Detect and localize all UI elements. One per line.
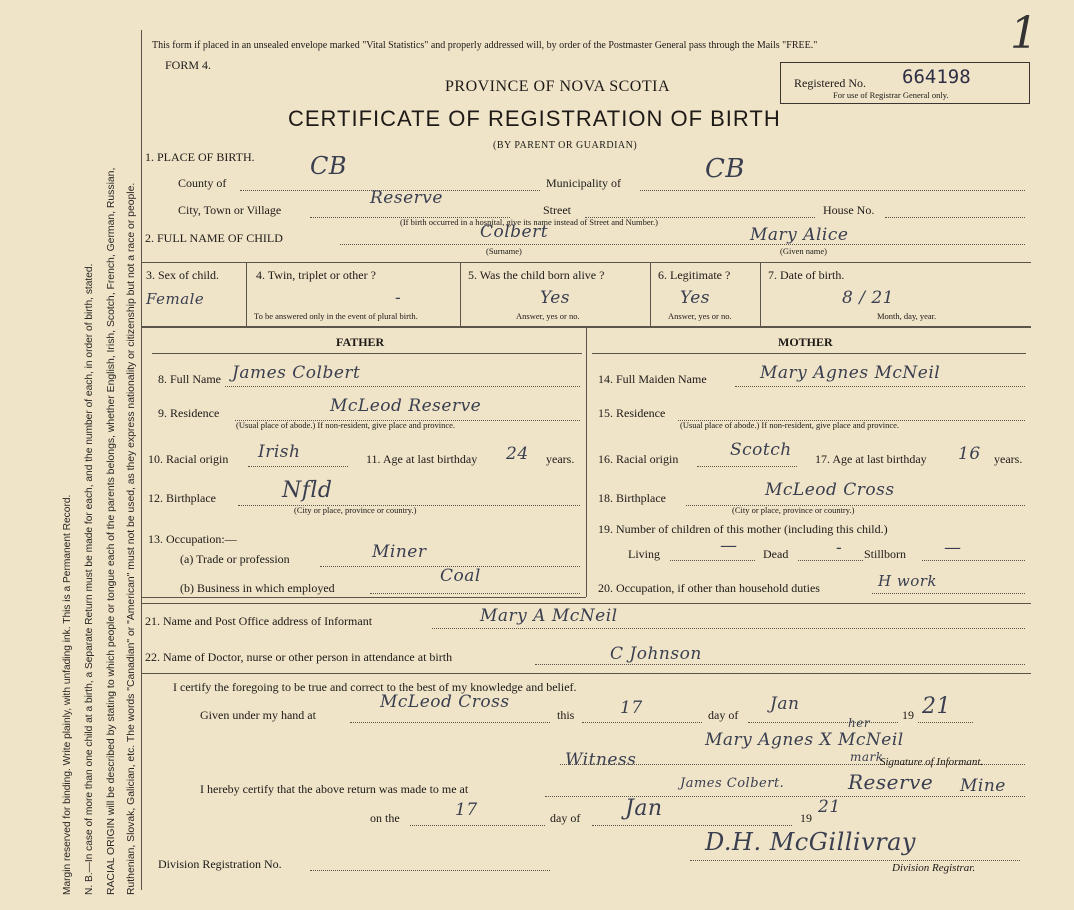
margin-note-1: Margin reserved for binding. Write plainly, with unfading ink. This is a Permanent Record. (62, 494, 73, 895)
father-age-label: 11. Age at last birthday (366, 452, 478, 466)
twin-note: To be answered only in the event of plural birth. (254, 311, 418, 321)
city-value: Reserve (370, 188, 443, 208)
her-mark-word: her (848, 716, 871, 730)
sex-label: 3. Sex of child. (146, 268, 219, 282)
father-heading: FATHER (336, 335, 385, 349)
sex-value: Female (146, 290, 205, 308)
corner-mark: 1 (1010, 8, 1039, 59)
registrar-signature: D.H. McGillivray (705, 828, 916, 856)
mother-children-label: 19. Number of children of this mother (including this child.) (598, 522, 888, 536)
informant-label: 21. Name and Post Office address of Informant (145, 614, 373, 628)
mother-heading: MOTHER (778, 335, 833, 349)
mother-name-label: 14. Full Maiden Name (598, 372, 707, 386)
registrar-day-value: 17 (455, 800, 478, 820)
legitimate-note: Answer, yes or no. (668, 311, 732, 321)
mother-birthplace-note: (City or place, province or country.) (732, 505, 855, 515)
registrar-certify-text: I hereby certify that the above return was made to me at (200, 782, 469, 796)
registrar-day-of-label: day of (550, 811, 581, 825)
day-of-label: day of (708, 708, 739, 722)
father-birthplace-value: Nfld (282, 478, 333, 503)
form-number: FORM 4. (165, 58, 212, 72)
mother-race-value: Scotch (730, 440, 792, 460)
father-birthplace-label: 12. Birthplace (148, 491, 216, 505)
street-label: Street (543, 203, 571, 217)
born-alive-value: Yes (540, 288, 571, 308)
mail-notice: This form if placed in an unsealed envelope marked "Vital Statistics" and properly addressed will, by order of the Postmaster General pass through the Mails "FREE." (152, 40, 818, 51)
mother-name-value: Mary Agnes McNeil (760, 363, 941, 383)
informant-value: Mary A McNeil (480, 606, 618, 626)
mother-age-label: 17. Age at last birthday (815, 452, 927, 466)
witness-name: James Colbert. (680, 776, 785, 791)
place-of-birth-mark: CB (310, 152, 347, 180)
mother-occupation-label: 20. Occupation, if other than household duties (598, 581, 820, 595)
certificate-subtitle: (BY PARENT OR GUARDIAN) (493, 140, 638, 151)
twin-label: 4. Twin, triplet or other ? (256, 268, 376, 282)
informant-signature: Mary Agnes X McNeil (705, 730, 904, 750)
margin-note-2: N. B.—In case of more than one child at a birth, a Separate Return must be made for each, and the number of each, in order of birth, stated. (84, 263, 95, 895)
signature-of-informant-label: Signature of Informant. (880, 756, 984, 768)
on-the-label: on the (370, 811, 400, 825)
registered-label: Registered No. (794, 76, 866, 90)
father-race-label: 10. Racial origin (148, 452, 229, 466)
father-residence-label: 9. Residence (158, 406, 220, 420)
margin-note-4: Ruthenian, Slovak, Galician, etc. The words "Canadian" or "American" must not be used, as they express nationality or citizenship but not a race or people. (126, 182, 137, 895)
living-label: Living (628, 547, 660, 561)
dead-label: Dead (763, 547, 789, 561)
stillborn-value: — (944, 538, 962, 558)
margin-rule (141, 30, 142, 890)
registrar-year-prefix: 19 (800, 811, 812, 825)
mother-age-value: 16 (958, 444, 981, 464)
father-name-label: 8. Full Name (158, 372, 221, 386)
mine-word: Mine (960, 776, 1006, 796)
father-residence-value: McLeod Reserve (330, 396, 482, 416)
child-given-name: Mary Alice (750, 225, 849, 245)
division-reg-no-label: Division Registration No. (158, 857, 282, 871)
date-of-birth-label: 7. Date of birth. (768, 268, 845, 282)
father-age-value: 24 (506, 444, 529, 464)
reserve-word: Reserve (848, 770, 934, 794)
county-label: County of (178, 176, 227, 190)
registered-number: 664198 (902, 66, 971, 88)
father-occupation-label: 13. Occupation:— (148, 532, 237, 546)
child-surname: Colbert (480, 222, 549, 242)
legitimate-label: 6. Legitimate ? (658, 268, 731, 282)
mother-residence-label: 15. Residence (598, 406, 666, 420)
certify-text: I certify the foregoing to be true and correct to the best of my knowledge and belief. (173, 680, 577, 694)
municipality-value: CB (705, 154, 745, 184)
house-no-label: House No. (823, 203, 875, 217)
father-name-value: James Colbert (232, 363, 361, 383)
father-business-value: Coal (440, 566, 481, 586)
stillborn-label: Stillborn (864, 547, 907, 561)
mother-occupation-value: H work (878, 572, 937, 590)
born-alive-note: Answer, yes or no. (516, 311, 580, 321)
place-of-birth-label: 1. PLACE OF BIRTH. (145, 150, 255, 164)
given-place-value: McLeod Cross (380, 692, 510, 712)
hospital-note: (If birth occurred in a hospital, give its name instead of Street and Number.) (400, 217, 658, 227)
margin-note-3: RACIAL ORIGIN will be described by stating to which people or tongue each of the parents belongs, whether English, Irish, Scotch, French, German, Russian, (106, 167, 117, 895)
mother-birthplace-label: 18. Birthplace (598, 491, 666, 505)
surname-caption: (Surname) (486, 246, 522, 256)
date-of-birth-value: 8 / 21 (842, 288, 894, 308)
doctor-label: 22. Name of Doctor, nurse or other person in attendance at birth (145, 650, 453, 664)
father-trade-label: (a) Trade or profession (180, 552, 290, 566)
father-business-label: (b) Business in which employed (180, 581, 335, 595)
city-label: City, Town or Village (178, 203, 282, 217)
mother-years-label: years. (994, 452, 1023, 466)
this-label: this (557, 708, 575, 722)
month-value: Jan (770, 694, 800, 714)
given-name-caption: (Given name) (780, 246, 827, 256)
province-title: PROVINCE OF NOVA SCOTIA (445, 78, 671, 95)
child-name-label: 2. FULL NAME OF CHILD (145, 231, 283, 245)
given-under-label: Given under my hand at (200, 708, 316, 722)
father-trade-value: Miner (372, 542, 427, 562)
year-value: 21 (922, 694, 951, 719)
mark-word: mark (850, 750, 884, 764)
registrar-note: For use of Registrar General only. (833, 90, 949, 100)
year-prefix: 19 (902, 708, 914, 722)
father-race-value: Irish (258, 442, 301, 462)
mother-birthplace-value: McLeod Cross (765, 480, 895, 500)
father-residence-note: (Usual place of abode.) If non-resident, give place and province. (236, 420, 456, 430)
dead-value: - (836, 538, 843, 558)
mother-race-label: 16. Racial origin (598, 452, 679, 466)
father-birthplace-note: (City or place, province or country.) (294, 505, 417, 515)
municipality-label: Municipality of (546, 176, 621, 190)
day-value: 17 (620, 698, 643, 718)
doctor-value: C Johnson (610, 644, 702, 664)
mother-residence-note: (Usual place of abode.) If non-resident, give place and province. (680, 420, 900, 430)
born-alive-label: 5. Was the child born alive ? (468, 268, 605, 282)
legitimate-value: Yes (680, 288, 711, 308)
certificate-title: CERTIFICATE OF REGISTRATION OF BIRTH (288, 106, 781, 131)
registrar-month-value: Jan (625, 796, 663, 821)
twin-value: - (395, 288, 402, 308)
division-registrar-label: Division Registrar. (892, 862, 976, 874)
living-value: — (720, 536, 738, 556)
date-of-birth-note: Month, day, year. (877, 311, 937, 321)
father-years-label: years. (546, 452, 575, 466)
registrar-year-value: 21 (818, 797, 841, 817)
witness-word: Witness (565, 750, 637, 770)
